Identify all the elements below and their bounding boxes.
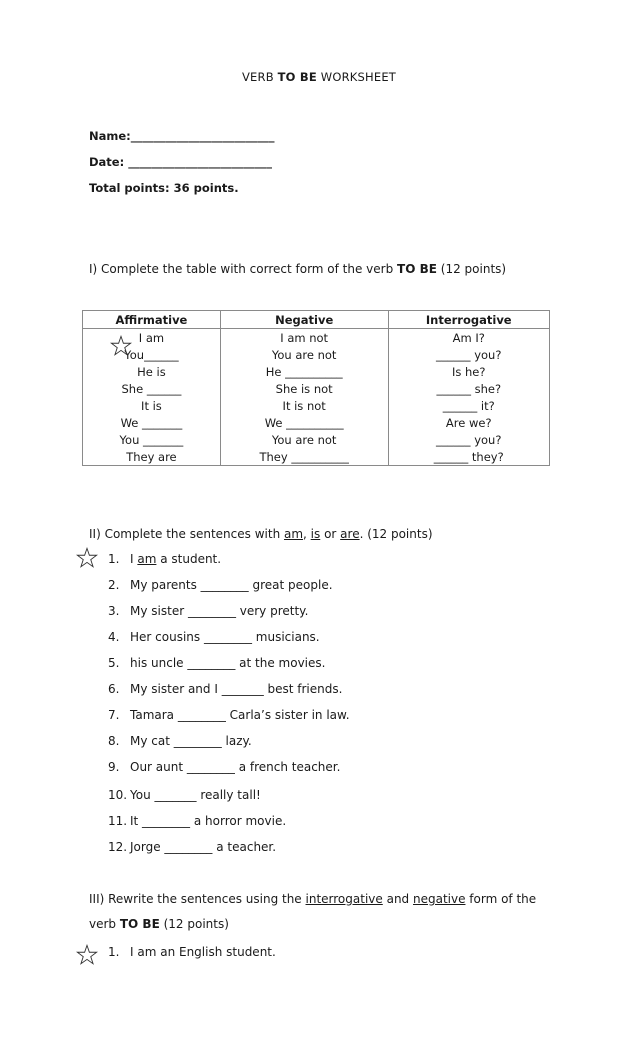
cell-interrogative: ______ you? bbox=[388, 431, 550, 448]
list-item: 4. Her cousins ________ musicians. bbox=[108, 630, 320, 644]
list-item: 8. My cat ________ lazy. bbox=[108, 734, 252, 748]
cell-affirmative: We _______ bbox=[83, 414, 221, 431]
star-icon bbox=[110, 335, 132, 357]
cell-negative: You are not bbox=[220, 346, 388, 363]
col-affirmative: Affirmative bbox=[83, 311, 221, 329]
list-item: 10. You _______ really tall! bbox=[108, 788, 261, 802]
cell-affirmative: She ______ bbox=[83, 380, 221, 397]
table-row bbox=[83, 448, 550, 466]
cell-interrogative: Is he? bbox=[388, 363, 550, 380]
list-item: 2. My parents ________ great people. bbox=[108, 578, 333, 592]
list-item: 3. My sister ________ very pretty. bbox=[108, 604, 309, 618]
section-2-instructions: II) Complete the sentences with am, is or are. (12 points) bbox=[89, 527, 433, 541]
cell-affirmative: He is bbox=[83, 363, 221, 380]
table-row bbox=[83, 414, 550, 431]
cell-affirmative: It is bbox=[83, 397, 221, 414]
cell-affirmative: You _______ bbox=[83, 431, 221, 448]
list-item: 11. It ________ a horror movie. bbox=[108, 814, 287, 828]
cell-affirmative: They are bbox=[83, 448, 221, 466]
cell-negative: He __________ bbox=[220, 363, 388, 380]
table-row bbox=[83, 380, 550, 397]
list-item: 1. I am an English student. bbox=[108, 945, 276, 959]
date-field: Date: _________________________ bbox=[89, 155, 272, 169]
list-item: 7. Tamara ________ Carla’s sister in law. bbox=[108, 708, 350, 722]
cell-negative: We __________ bbox=[220, 414, 388, 431]
worksheet-title: VERB TO BE WORKSHEET bbox=[241, 70, 397, 84]
cell-interrogative: ______ she? bbox=[388, 380, 550, 397]
cell-interrogative: ______ you? bbox=[388, 346, 550, 363]
table-row bbox=[83, 431, 550, 448]
list-item: 6. My sister and I _______ best friends. bbox=[108, 682, 343, 696]
table-row bbox=[83, 363, 550, 380]
section-3-instructions-line1: III) Rewrite the sentences using the interrogative and negative form of the bbox=[89, 892, 537, 906]
list-item: 9. Our aunt ________ a french teacher. bbox=[108, 760, 341, 774]
section-1-instructions: I) Complete the table with correct form of the verb TO BE (12 points) bbox=[89, 262, 507, 276]
col-interrogative: Interrogative bbox=[388, 311, 550, 329]
cell-interrogative: ______ it? bbox=[388, 397, 550, 414]
cell-interrogative: Am I? bbox=[388, 329, 550, 347]
cell-negative: You are not bbox=[220, 431, 388, 448]
star-icon bbox=[76, 547, 98, 569]
table-header-row bbox=[83, 311, 550, 329]
list-item: 12. Jorge ________ a teacher. bbox=[108, 840, 277, 854]
name-field: Name:_________________________ bbox=[89, 129, 275, 143]
col-negative: Negative bbox=[220, 311, 388, 329]
total-points: Total points: 36 points. bbox=[89, 181, 239, 195]
list-item: 1. I am a student. bbox=[108, 552, 222, 566]
star-icon bbox=[76, 944, 98, 966]
cell-negative: It is not bbox=[220, 397, 388, 414]
cell-affirmative: You______ bbox=[83, 346, 221, 363]
verb-table bbox=[82, 310, 550, 466]
cell-interrogative: ______ they? bbox=[388, 448, 550, 466]
section-3-instructions-line2: verb TO BE (12 points) bbox=[89, 917, 229, 931]
cell-interrogative: Are we? bbox=[388, 414, 550, 431]
table-row bbox=[83, 329, 550, 347]
table-row bbox=[83, 397, 550, 414]
cell-negative: I am not bbox=[220, 329, 388, 347]
list-item: 5. his uncle ________ at the movies. bbox=[108, 656, 326, 670]
cell-affirmative: I am bbox=[83, 329, 221, 347]
table-row bbox=[83, 346, 550, 363]
cell-negative: She is not bbox=[220, 380, 388, 397]
cell-negative: They __________ bbox=[220, 448, 388, 466]
